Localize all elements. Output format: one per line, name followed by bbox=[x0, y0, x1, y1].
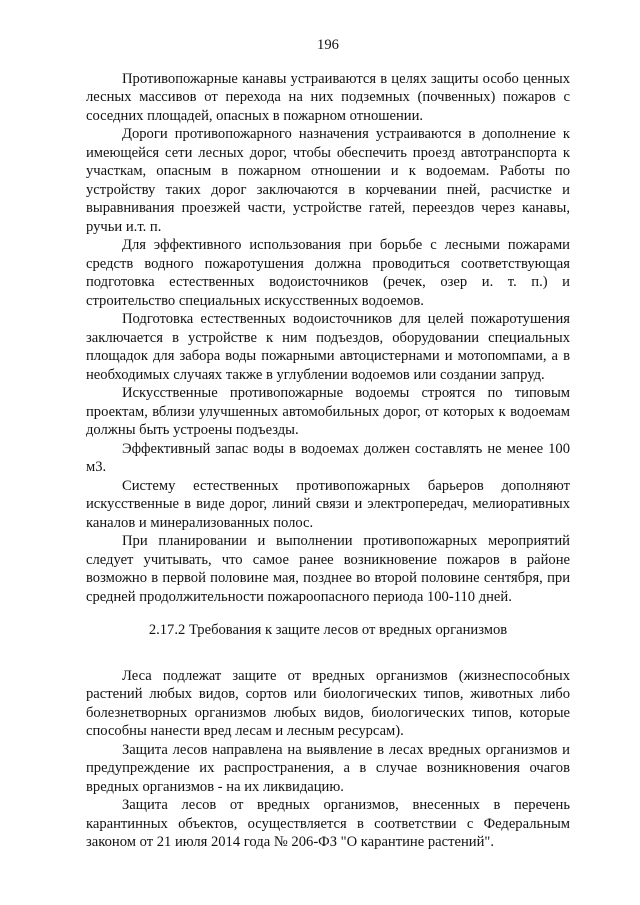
paragraph-natural-water-prep: Подготовка естественных водоисточников для целей пожаротушения заключается в устройстве к ним подъездов, оборудовании специальных площадок для забора воды пожарными автоцистернами и мотопомпами, а в необходимых случаях также в углублении водоемов или создании запруд. bbox=[86, 311, 570, 383]
paragraph-water-reserve: Эффективный запас воды в водоемах должен составлять не менее 100 м3. bbox=[86, 440, 570, 475]
paragraph-fire-planning: При планировании и выполнении противопожарных мероприятий следует учитывать, что самое ранее возникновение пожаров в районе возможно в первой половине мая, позднее во второй половине сентября, при средней продолжительности пожароопасного периода 100-110 дней. bbox=[86, 533, 570, 605]
paragraph-harmful-organisms: Леса подлежат защите от вредных организмов (жизнеспособных растений любых видов, сортов или биологических типов, животных либо болезнетворных организмов любых видов, биологических типов, которые способны нанести вред лесам и лесным ресурсам). bbox=[86, 667, 570, 739]
paragraph-fire-barriers: Систему естественных противопожарных барьеров дополняют искусственные в виде дорог, линий связи и электропередач, мелиоративных каналов и минерализованных полос. bbox=[86, 477, 570, 531]
paragraph-protection-goal: Защита лесов направлена на выявление в лесах вредных организмов и предупреждение их распространения, а в случае возникновения очагов вредных организмов - на их ликвидацию. bbox=[86, 741, 570, 795]
page-number: 196 bbox=[317, 37, 339, 53]
paragraph-water-sources: Для эффективного использования при борьбе с лесными пожарами средств водного пожаротушения должна проводиться соответствующая подготовка естественных водоисточников (речек, озер и. т. п.) и строительство специальных искусственных водоемов. bbox=[86, 237, 570, 309]
document-page bbox=[86, 36, 570, 852]
paragraph-quarantine-law: Защита лесов от вредных организмов, внесенных в перечень карантинных объектов, осуществляется в соответствии с Федеральным законом от 21 июля 2014 года № 206-ФЗ "О карантине растений". bbox=[86, 797, 570, 850]
section-heading: 2.17.2 Требования к защите лесов от вредных организмов bbox=[148, 622, 508, 638]
paragraph-artificial-ponds: Искусственные противопожарные водоемы строятся по типовым проектам, вблизи улучшенных автомобильных дорог, от которых к водоемам должны быть устроены подъезды. bbox=[86, 385, 570, 438]
paragraph-fire-roads: Дороги противопожарного назначения устраиваются в дополнение к имеющейся сети лесных дорог, чтобы обеспечить проезд автотранспорта к участкам, опасным в пожарном отношении и к водоемам. Работы по устройству таких дорог заключаются в корчевании пней, расчистке и выравнивания проезжей части, устройстве гатей, переездов через канавы, ручьи и.т. п. bbox=[86, 126, 570, 235]
paragraph-fire-ditches: Противопожарные канавы устраиваются в целях защиты особо ценных лесных массивов от перехода на них подземных (почвенных) пожаров с соседних площадей, опасных в пожарном отношении. bbox=[86, 70, 570, 124]
